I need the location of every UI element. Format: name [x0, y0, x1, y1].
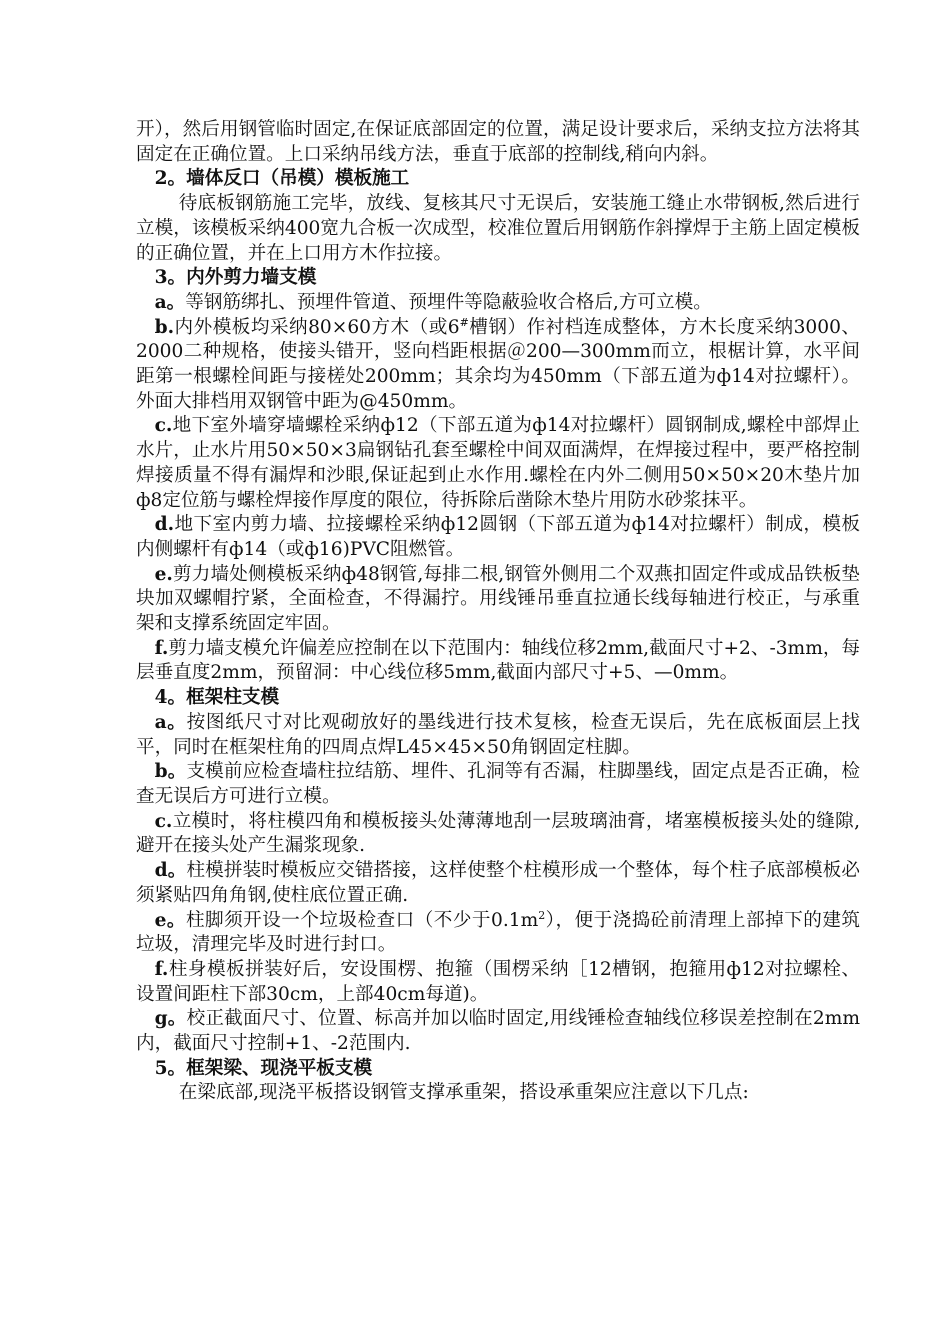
- item-text: 内外模板均采纳80×60方木（或6: [174, 316, 460, 338]
- item-label: f.: [154, 637, 169, 659]
- item-label: d.: [154, 514, 175, 536]
- item-text: 地下室内剪力墙、拉接螺栓采纳ф12圆钢（下部五道为ф14对拉螺杆）制成，模板内侧螺杆有ф14（或ф16)PVC阻燃管。: [136, 514, 860, 560]
- superscript: #: [459, 315, 469, 329]
- item-text: 支模前应检查墙柱拉结筋、埋件、孔洞等有否漏，柱脚墨线，固定点是否正确，检查无误后方可进行立模。: [136, 761, 860, 807]
- item-text: 地下室外墙穿墙螺栓采纳ф12（下部五道为ф14对拉螺杆）圆钢制成,螺栓中部焊止水片，止水片用50×50×3扁钢钻孔套至螺栓中间双面满焊，在焊接过程中，要严格控制焊接质量不得有漏焊和沙眼,保证起到止水作用.螺栓在内外二侧用50×50×20木垫片加ф8定位筋与螺栓焊接作厚度的限位，待拆除后凿除木垫片用防水砂浆抹平。: [136, 415, 860, 511]
- list-item: [136, 316, 860, 415]
- item-label: a。: [154, 291, 186, 313]
- item-label: f.: [154, 958, 169, 980]
- item-text: ），便于浇捣砼前清理上部掉下的建筑垃圾，清理完毕及时进行封口。: [136, 909, 860, 956]
- superscript: 2: [538, 908, 546, 922]
- section-heading: 2。墙体反口（吊模）模板施工: [154, 168, 410, 190]
- document-page: [136, 118, 860, 1106]
- item-text: 校正截面尺寸、位置、标高并加以临时固定,用线锤检查轴线位移误差控制在2mm内，截面尺寸控制+1、-2范围内.: [136, 1008, 860, 1055]
- item-text: 剪力墙处侧模板采纳ф48钢管,每排二根,钢管外侧用二个双燕扣固定件或成品铁板垫块加双螺帽拧紧，全面检查，不得漏拧。用线锤吊垂直拉通长线每轴进行校正，与承重架和支撑系统固定牢固。: [136, 563, 860, 635]
- list-item: [136, 958, 860, 1007]
- item-label: g。: [154, 1008, 187, 1030]
- list-item: [136, 414, 860, 513]
- item-label: a。: [154, 711, 187, 733]
- item-text: 按图纸尺寸对比观砌放好的墨线进行技术复核，检查无误后，先在底板面层上找平，同时在框架柱角的四周点焊L45×45×50角钢固定柱脚。: [136, 711, 860, 758]
- item-label: c.: [154, 415, 173, 437]
- item-text: 立模时，将柱模四角和模板接头处薄薄地刮一层玻璃油膏，堵塞模板接头处的缝隙,避开在接头处产生漏浆现象.: [136, 810, 860, 857]
- item-text: 剪力墙支模允许偏差应控制在以下范围内：轴线位移2mm,截面尺寸+2、-3mm，每层垂直度2mm，预留洞：中心线位移5mm,截面内部尺寸+5、—0mm。: [136, 637, 861, 684]
- item-label: c.: [154, 810, 173, 832]
- item-text: 槽钢）作衬档连成整体，方木长度采纳3000、2000二种规格，使接头错开，竖向档距根据＠200—300mm而立，根椐计算，水平间距第一根螺栓间距与接槎处200mm；其余均为450mm（下部五道为ф14对拉螺杆）。外面大排档用双钢管中距为@450mm。: [136, 316, 860, 412]
- item-label: b。: [154, 761, 187, 783]
- list-item: [136, 760, 860, 809]
- item-label: d。: [154, 860, 187, 882]
- section-heading: 5。框架梁、现浇平板支模: [154, 1057, 373, 1079]
- paragraph: 在梁底部,现浇平板搭设钢管支撑承重架，搭设承重架应注意以下几点:: [178, 1082, 749, 1104]
- list-item: [136, 810, 860, 859]
- section-heading: 3。内外剪力墙支模: [154, 267, 317, 289]
- list-item: [136, 859, 860, 908]
- list-item: [136, 711, 860, 760]
- list-item: [136, 291, 860, 316]
- list-item: [136, 1007, 860, 1056]
- item-label: e。: [154, 909, 186, 931]
- item-text: 柱脚须开设一个垃圾检查口（不少于0.1m: [185, 909, 539, 931]
- item-label: e.: [154, 563, 173, 585]
- list-item: [136, 563, 860, 637]
- item-text: 等钢筋绑扎、预埋件管道、预埋件等隐蔽验收合格后,方可立模。: [185, 291, 712, 313]
- list-item: [136, 637, 860, 686]
- list-item: [136, 909, 860, 958]
- list-item: [136, 513, 860, 562]
- item-label: b.: [154, 316, 175, 338]
- paragraph: 待底板钢筋施工完毕，放线、复核其尺寸无误后，安装施工缝止水带钢板,然后进行立模，该模板采纳400宽九合板一次成型，校准位置后用钢筋作斜撑焊于主筋上固定模板的正确位置，并在上口用方木作拉接。: [136, 193, 860, 264]
- section-heading: 4。框架柱支模: [154, 687, 280, 709]
- item-text: 柱身模板拼装好后，安设围楞、抱箍（围楞采纳［12槽钢，抱箍用ф12对拉螺栓、设置间距柱下部30cm，上部40cm每道)。: [136, 958, 860, 1005]
- paragraph: 开），然后用钢管临时固定,在保证底部固定的位置，满足设计要求后，采纳支拉方法将其固定在正确位置。上口采纳吊线方法，垂直于底部的控制线,稍向内斜。: [136, 119, 860, 165]
- item-text: 柱模拼装时模板应交错搭接，这样使整个柱模形成一个整体，每个柱子底部模板必须紧贴四角角钢,使柱底位置正确.: [136, 860, 860, 906]
